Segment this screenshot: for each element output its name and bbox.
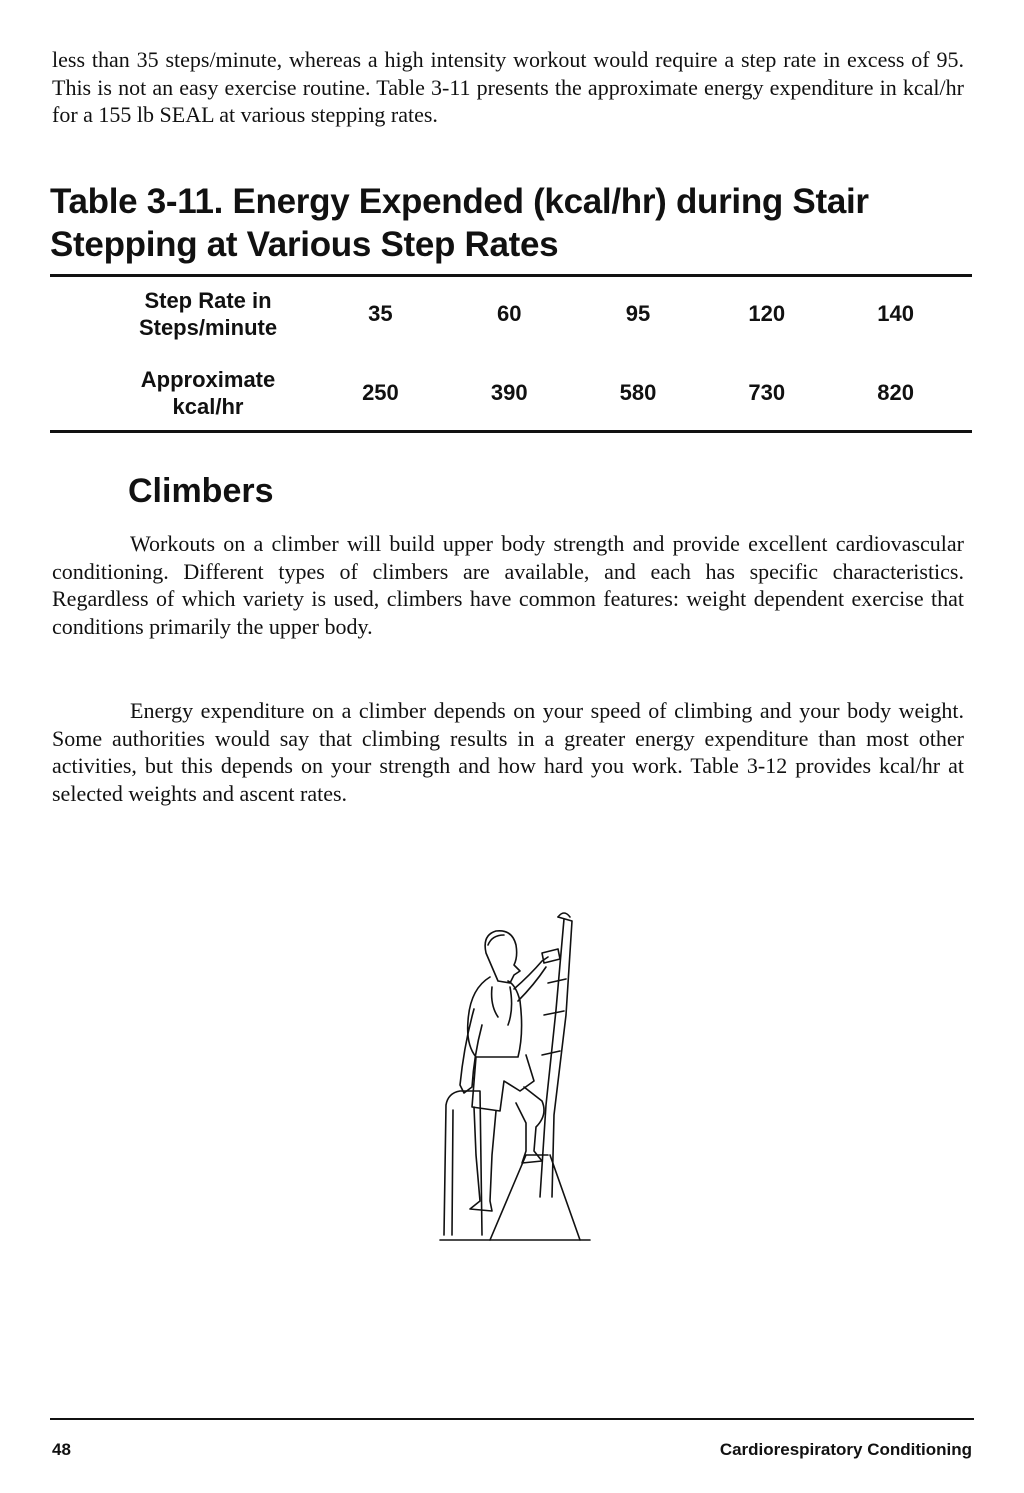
- table-title-line-1: Table 3-11. Energy Expended (kcal/hr) during Stair: [50, 182, 869, 221]
- row-header-kcal-line-2: kcal/hr: [172, 394, 244, 419]
- table-cell: 390: [490, 380, 528, 405]
- table-row-kcal: [100, 345, 960, 433]
- footer-rule: [50, 1418, 974, 1420]
- page-number: 48: [52, 1440, 71, 1459]
- table-cell: 35: [368, 301, 393, 326]
- table-bottom-rule: [50, 430, 972, 433]
- row-header-kcal-line-1: Approximate: [140, 367, 276, 392]
- table-cell: 730: [748, 380, 786, 405]
- table-title-line-2: Stepping at Various Step Rates: [50, 225, 559, 264]
- body-paragraph: Workouts on a climber will build upper body strength and provide excellent cardiovascular conditioning. Different types of climbers are available, and each has specific characteristics. Regardless of which variety is used, climbers have common features: weight dependent exercise that conditions primarily the upper body.: [52, 531, 964, 639]
- intro-paragraph: less than 35 steps/minute, whereas a high intensity workout would require a step rate in excess of 95. This is not an easy exercise routine. Table 3-11 presents the approximate energy expenditure in kcal/hr for a 155 lb SEAL at various stepping rates.: [52, 47, 964, 127]
- running-title: Cardiorespiratory Conditioning: [719, 1440, 972, 1459]
- row-header-kcal: [100, 345, 316, 433]
- climber-handle: [542, 949, 560, 963]
- climber-head: [485, 931, 520, 983]
- body-paragraph: Energy expenditure on a climber depends on your speed of climbing and your body weight. Some authorities would say that climbing results in a greater energy expenditure than most other activities, but this depends on your strength and how hard you work. Table 3-12 provides kcal/hr at selected weights and ascent rates.: [52, 698, 964, 806]
- table-cell: 60: [496, 301, 522, 326]
- climber-shorts: [472, 1055, 534, 1111]
- table-cell: 820: [877, 380, 914, 405]
- row-header-step-rate-line-2: Steps/minute: [138, 315, 278, 340]
- table-top-rule: [50, 274, 972, 277]
- table-cell: 580: [619, 380, 657, 405]
- table-row-step-rate: [100, 283, 960, 345]
- table-cell: 140: [877, 301, 914, 326]
- climber-machine-mast: [552, 917, 572, 1197]
- row-header-step-rate-line-1: Step Rate in: [144, 288, 272, 313]
- energy-table: [100, 283, 960, 433]
- row-header-step-rate: [100, 283, 316, 345]
- table-cell: 120: [748, 301, 786, 326]
- table-title: [50, 180, 980, 266]
- section-heading: Climbers: [128, 472, 274, 510]
- table-cell: 250: [362, 380, 399, 405]
- climber-illustration: [430, 905, 600, 1255]
- table-cell: 95: [625, 301, 651, 326]
